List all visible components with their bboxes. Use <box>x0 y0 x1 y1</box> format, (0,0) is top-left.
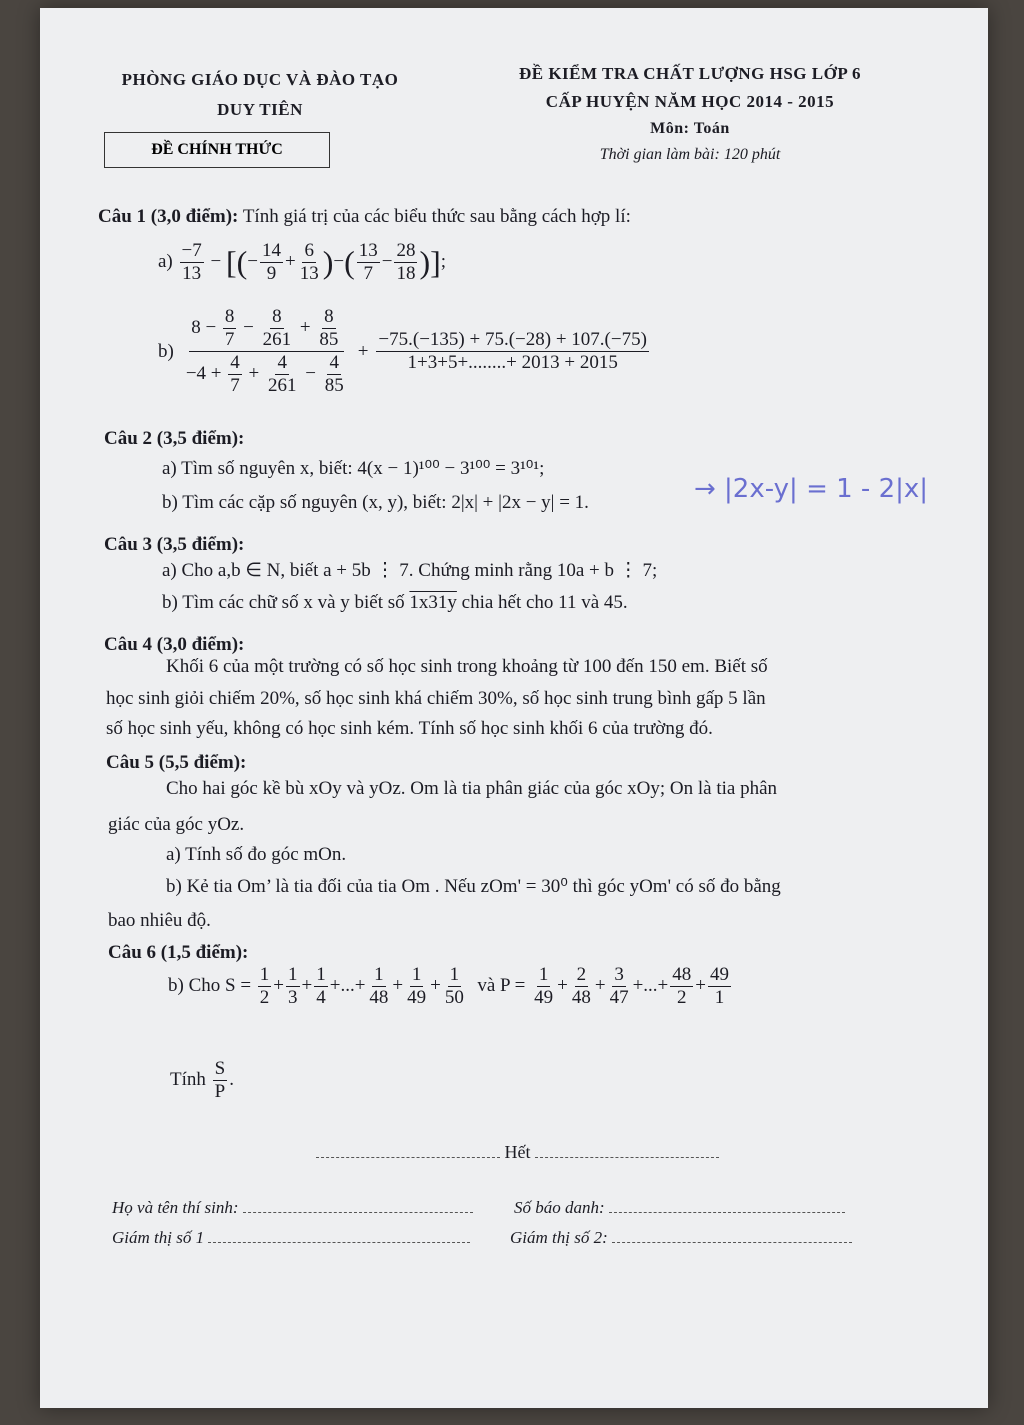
handwritten-note: → |2x-y| = 1 - 2|x| <box>694 474 929 504</box>
q1-text: Tính giá trị của các biểu thức sau bằng cách hợp lí: <box>242 206 631 227</box>
exam-year: CẤP HUYỆN NĂM HỌC 2014 - 2015 <box>545 92 835 111</box>
q5b-angle: zOm' = 30⁰ <box>480 876 568 897</box>
q1b-label: b) <box>158 340 174 362</box>
end-line <box>316 1142 719 1163</box>
proctor2-line <box>510 1228 852 1248</box>
q5b <box>166 874 781 900</box>
q6-and-p: và P = <box>477 974 526 996</box>
q5-line1: Cho hai góc kề bù xOy và yOz. Om là tia phân giác của góc xOy; On là tia phân <box>166 778 777 799</box>
candidate-name-label: Họ và tên thí sinh: <box>112 1198 239 1217</box>
q2-title: Câu 2 (3,5 điểm): <box>104 428 245 449</box>
q5-title: Câu 5 (5,5 điểm): <box>106 752 247 773</box>
q4-line2: học sinh giỏi chiếm 20%, số học sinh khá chiếm 30%, số học sinh trung bình gấp 5 lần <box>106 688 766 709</box>
q5b-pre: b) Kẻ tia Om’ là tia đối của tia Om . Nếu <box>166 876 476 897</box>
official-label: ĐỀ CHÍNH THỨC <box>151 141 283 158</box>
end-label: Hết <box>504 1142 531 1162</box>
time-limit: Thời gian làm bài: 120 phút <box>599 146 781 163</box>
q1b-expression: b) 8 − $\frac{8}{7}$ − $\frac{8}{261}$ + $\frac{8}{85}$ −4 + $\frac{4}{7}$ + $\frac{4}{261}$ − $\frac{4}{85}$ + $\frac{-75.(-135) + 75.(-28) + 107.(-75)}{1+3+5+........+ 2013 + 2015}$ <box>158 306 647 396</box>
q6b-label: b) Cho S = <box>168 974 252 996</box>
q1-title: Câu 1 (3,0 điểm): <box>98 206 239 227</box>
q2b: b) Tìm các cặp số nguyên (x, y), biết: 2|x| + |2x − y| = 1. <box>162 492 589 513</box>
q4-line3: số học sinh yếu, không có học sinh kém. Tính số học sinh khối 6 của trường đó. <box>106 718 713 739</box>
q1b-numerator2: −75.(−135) + 75.(−28) + 107.(−75) <box>378 329 647 350</box>
subject: Môn: Toán <box>650 120 730 137</box>
q6-title: Câu 6 (1,5 điểm): <box>108 942 249 963</box>
official-box <box>104 132 330 168</box>
q5-line2: giác của góc yOz. <box>108 814 245 835</box>
q3-title: Câu 3 (3,5 điểm): <box>104 534 245 555</box>
q1a-label: a) <box>158 250 173 272</box>
q5-end: bao nhiêu độ. <box>108 910 211 931</box>
candidate-number-line <box>514 1198 845 1218</box>
candidate-name-line <box>112 1198 473 1218</box>
district-name: DUY TIÊN <box>217 100 303 119</box>
q4-title: Câu 4 (3,0 điểm): <box>104 634 245 655</box>
q1a-expression: a) $\frac{-7}{13}$ − [(− $\frac{14}{9}$ + $\frac{6}{13}$ )−( $\frac{13}{7}$ − $\frac{28}{18}$ )]; <box>158 240 447 284</box>
candidate-number-label: Số báo danh: <box>514 1198 605 1217</box>
q3b-number: 1x31y <box>409 592 457 613</box>
proctor1-line <box>112 1228 470 1248</box>
q5a: a) Tính số đo góc mOn. <box>166 844 347 865</box>
q1b-denominator2: 1+3+5+........+ 2013 + 2015 <box>407 352 618 373</box>
exam-title: ĐỀ KIỂM TRA CHẤT LƯỢNG HSG LỚP 6 <box>518 64 862 83</box>
q6-tinh: Tính $\frac{S}{P}$ . <box>170 1058 234 1102</box>
q3a: a) Cho a,b ∈ N, biết a + 5b ⋮ 7. Chứng minh rằng 10a + b ⋮ 7; <box>162 560 658 581</box>
q2a: a) Tìm số nguyên x, biết: 4(x − 1)¹⁰⁰ − 3¹⁰⁰ = 3¹⁰¹; <box>162 458 545 479</box>
proctor1-label: Giám thị số 1 <box>112 1228 205 1247</box>
proctor2-label: Giám thị số 2: <box>510 1228 608 1247</box>
q3b <box>162 590 628 616</box>
q5b-post: thì góc yOm' có số đo bằng <box>572 876 781 897</box>
q3b-pre: b) Tìm các chữ số x và y biết số <box>162 592 405 613</box>
q6-tinh-label: Tính <box>170 1068 206 1090</box>
dept-name: PHÒNG GIÁO DỤC VÀ ĐÀO TẠO <box>121 70 399 89</box>
q6b-expression: b) Cho S = $\frac{1}{2}$ + $\frac{1}{3}$ + $\frac{1}{4}$ +...+ $\frac{1}{48}$ + $\frac{1}{49}$ + $\frac{1}{50}$ và P = $\frac{1}{49}$ + $\frac{2}{48}$ + $\frac{3}{47}$ +...+ $\frac{48}{2}$ + $\frac{49}{1}$ <box>168 964 729 1008</box>
q4-line1: Khối 6 của một trường có số học sinh trong khoảng từ 100 đến 150 em. Biết số <box>166 656 768 677</box>
q1-line <box>98 204 631 230</box>
q3b-post: chia hết cho 11 và 45. <box>461 592 628 613</box>
